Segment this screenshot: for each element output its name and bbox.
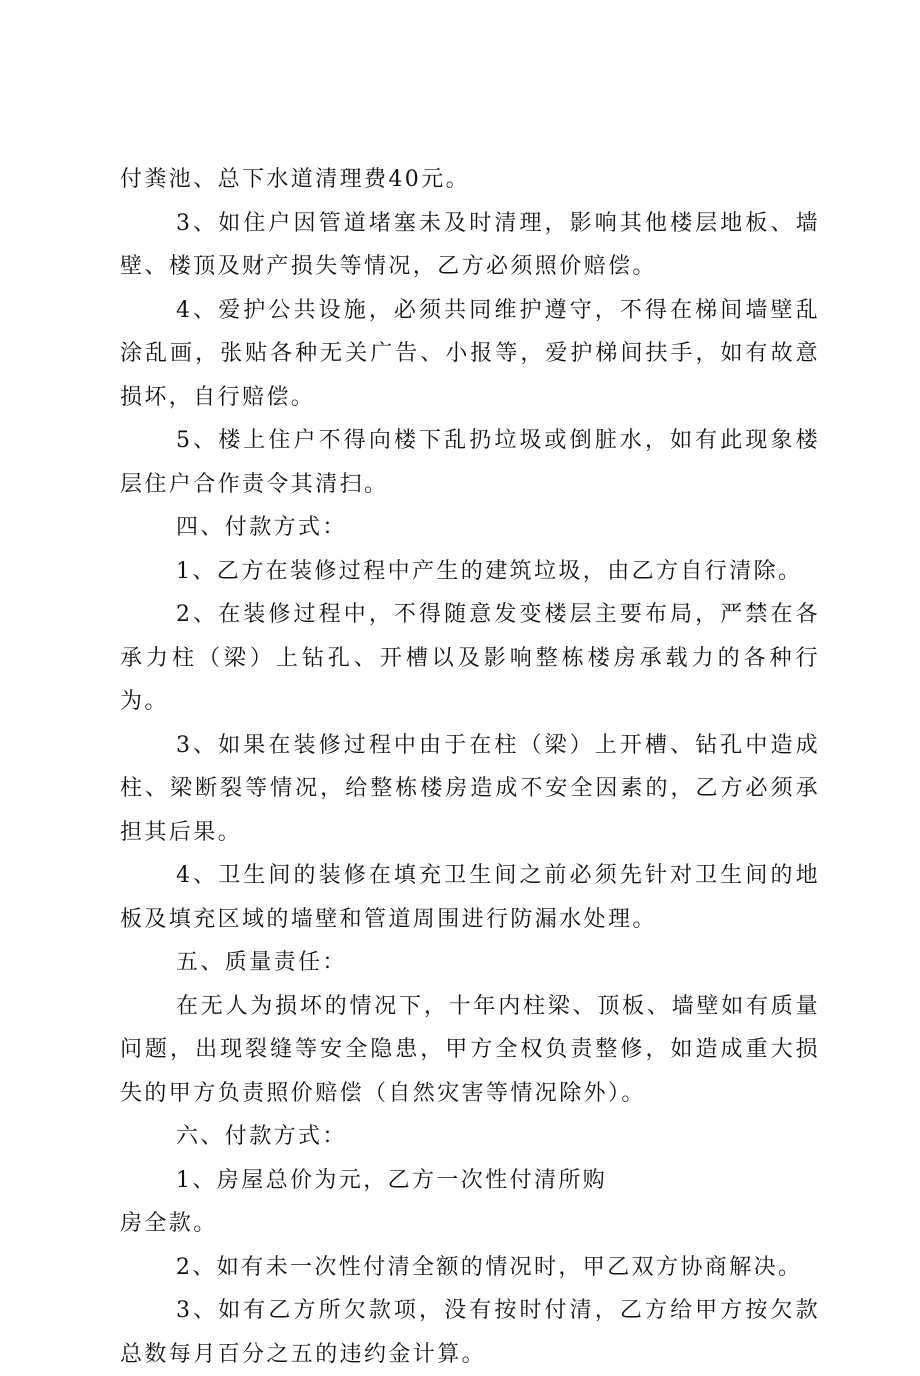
clause-1-total-price-continued: 房全款。 <box>120 1211 218 1236</box>
clause-3-column-damage: 3、如果在装修过程中由于在柱（梁）上开槽、钻孔中造成柱、梁断裂等情况，给整栋楼房造成不安全因素的，乙方必须承担其后果。 <box>120 732 820 845</box>
section-heading-6: 六、付款方式： <box>176 1124 347 1149</box>
section-heading-5: 五、质量责任： <box>176 950 347 975</box>
clause-4-public-facilities: 4、爱护公共设施，必须共同维护遵守，不得在梯间墙壁乱涂乱画，张贴各种无关广告、小报等，爱护梯间扶手，如有故意损坏，自行赔偿。 <box>120 297 820 410</box>
clause-3-pipe-blockage: 3、如住户因管道堵塞未及时清理，影响其他楼层地板、墙壁、楼顶及财产损失等情况，乙方必须照价赔偿。 <box>120 210 820 279</box>
clause-1-construction-waste: 1、乙方在装修过程中产生的建筑垃圾，由乙方自行清除。 <box>176 558 803 584</box>
document-body <box>120 158 820 1376</box>
clause-4-bathroom: 4、卫生间的装修在填充卫生间之前必须先针对卫生间的地板及填充区域的墙壁和管道周围进行防漏水处理。 <box>120 863 820 932</box>
clause-3-penalty: 3、如有乙方所欠款项，没有按时付清，乙方给甲方按欠款总数每月百分之五的违约金计算。 <box>120 1298 820 1367</box>
clause-2-layout: 2、在装修过程中，不得随意发变楼层主要布局，严禁在各承力柱（梁）上钻孔、开槽以及影响整栋楼房承载力的各种行为。 <box>120 602 820 714</box>
clause-1-total-price: 1、房屋总价为元，乙方一次性付清所购 <box>176 1167 608 1193</box>
clause-5-garbage: 5、楼上住户不得向楼下乱扔垃圾或倒脏水，如有此现象楼层住户合作责令其清扫。 <box>120 428 820 497</box>
quality-responsibility-text: 在无人为损坏的情况下，十年内柱梁、顶板、墙壁如有质量问题，出现裂缝等安全隐患，甲方全权负责整修，如造成重大损失的甲方负责照价赔偿（自然灾害等情况除外）。 <box>120 993 820 1106</box>
paragraph-continuation: 付粪池、总下水道清理费40元。 <box>120 167 470 192</box>
clause-2-partial-payment: 2、如有未一次性付清全额的情况时，甲乙双方协商解决。 <box>176 1254 803 1280</box>
section-heading-4: 四、付款方式： <box>176 515 347 540</box>
